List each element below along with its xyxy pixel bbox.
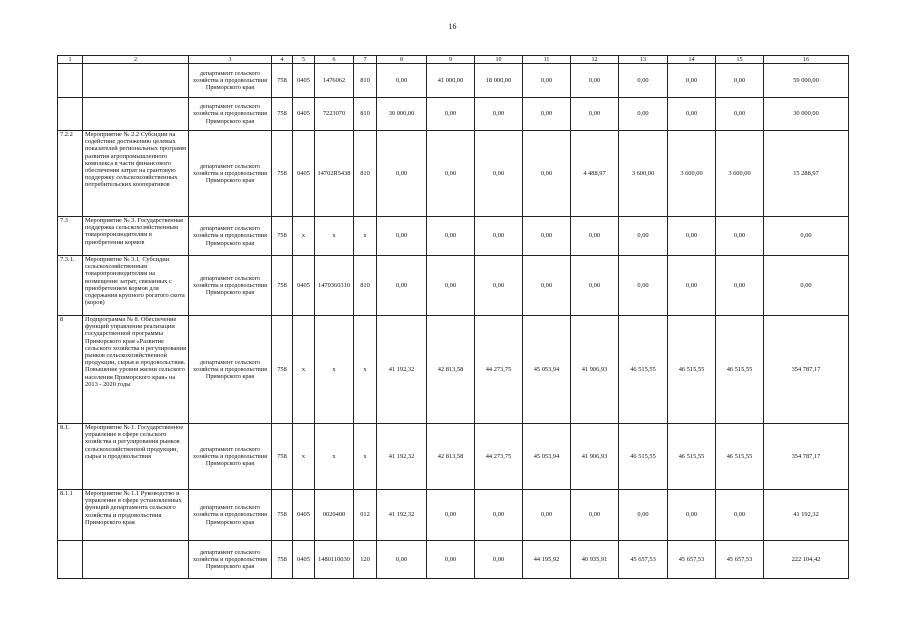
value-total: 0,00 bbox=[764, 256, 849, 316]
value-col-14: 46 515,55 bbox=[668, 316, 716, 424]
cell-rz-pr: 0405 bbox=[293, 98, 315, 131]
cell-rz-pr: 0405 bbox=[293, 541, 315, 579]
value-col-9: 41 000,00 bbox=[427, 64, 475, 98]
value-col-11: 0,00 bbox=[523, 256, 571, 316]
cell-gr: 758 bbox=[272, 217, 293, 256]
row-description bbox=[83, 64, 189, 98]
column-number-13: 13 bbox=[619, 56, 668, 64]
column-number-8: 8 bbox=[377, 56, 427, 64]
table-row bbox=[58, 316, 849, 424]
value-col-13: 46 515,55 bbox=[619, 424, 668, 490]
value-col-9: 42 813,58 bbox=[427, 316, 475, 424]
value-col-8: 0,00 bbox=[377, 541, 427, 579]
value-col-13: 3 600,00 bbox=[619, 131, 668, 217]
value-col-14: 0,00 bbox=[668, 490, 716, 541]
value-col-8: 41 192,32 bbox=[377, 490, 427, 541]
table-row bbox=[58, 424, 849, 490]
row-description bbox=[83, 541, 189, 579]
cell-vr: x bbox=[354, 217, 377, 256]
value-col-13: 45 657,53 bbox=[619, 541, 668, 579]
value-col-10: 0,00 bbox=[475, 256, 523, 316]
column-number-1: 1 bbox=[58, 56, 83, 64]
value-col-14: 46 515,55 bbox=[668, 424, 716, 490]
cell-csr: 1476062 bbox=[315, 64, 354, 98]
value-col-10: 44 273,75 bbox=[475, 424, 523, 490]
row-department: департамент сельского хозяйства и продовольствия Приморского края bbox=[189, 98, 272, 131]
value-col-14: 0,00 bbox=[668, 217, 716, 256]
cell-gr: 758 bbox=[272, 256, 293, 316]
table-row bbox=[58, 541, 849, 579]
value-col-12: 0,00 bbox=[571, 64, 619, 98]
value-col-10: 0,00 bbox=[475, 541, 523, 579]
table-row bbox=[58, 490, 849, 541]
cell-rz-pr: 0405 bbox=[293, 256, 315, 316]
cell-rz-pr: 0405 bbox=[293, 64, 315, 98]
value-col-9: 0,00 bbox=[427, 217, 475, 256]
value-col-14: 0,00 bbox=[668, 98, 716, 131]
value-total: 15 288,97 bbox=[764, 131, 849, 217]
column-number-16: 16 bbox=[764, 56, 849, 64]
column-number-2: 2 bbox=[83, 56, 189, 64]
value-total: 30 000,00 bbox=[764, 98, 849, 131]
value-col-8: 41 192,32 bbox=[377, 316, 427, 424]
value-col-15: 46 515,55 bbox=[716, 424, 764, 490]
value-col-14: 0,00 bbox=[668, 256, 716, 316]
column-number-7: 7 bbox=[354, 56, 377, 64]
table-body bbox=[58, 56, 849, 579]
row-department: департамент сельского хозяйства и продовольствия Приморского края bbox=[189, 541, 272, 579]
value-col-10: 0,00 bbox=[475, 98, 523, 131]
cell-gr: 758 bbox=[272, 64, 293, 98]
value-col-14: 0,00 bbox=[668, 64, 716, 98]
column-number-6: 6 bbox=[315, 56, 354, 64]
row-description: Мероприятие № 3. Государственная поддержка сельскохозяйственным товаропроизводителям в приобретении кормов bbox=[83, 217, 189, 256]
value-total: 0,00 bbox=[764, 217, 849, 256]
column-number-10: 10 bbox=[475, 56, 523, 64]
cell-gr: 758 bbox=[272, 131, 293, 217]
value-col-12: 40 935,91 bbox=[571, 541, 619, 579]
column-number-15: 15 bbox=[716, 56, 764, 64]
value-col-9: 0,00 bbox=[427, 256, 475, 316]
row-department: департамент сельского хозяйства и продовольствия Приморского края bbox=[189, 217, 272, 256]
value-col-12: 0,00 bbox=[571, 490, 619, 541]
value-total: 354 787,17 bbox=[764, 316, 849, 424]
value-col-14: 3 600,00 bbox=[668, 131, 716, 217]
cell-gr: 758 bbox=[272, 541, 293, 579]
value-col-15: 3 600,00 bbox=[716, 131, 764, 217]
value-col-8: 0,00 bbox=[377, 131, 427, 217]
cell-rz-pr: x bbox=[293, 316, 315, 424]
cell-rz-pr: x bbox=[293, 424, 315, 490]
cell-vr: x bbox=[354, 316, 377, 424]
value-col-8: 41 192,32 bbox=[377, 424, 427, 490]
column-number-9: 9 bbox=[427, 56, 475, 64]
value-col-12: 41 906,93 bbox=[571, 316, 619, 424]
value-total: 59 000,00 bbox=[764, 64, 849, 98]
value-col-12: 0,00 bbox=[571, 98, 619, 131]
cell-csr: 14702R5438 bbox=[315, 131, 354, 217]
row-description: Подпрограмма № 8. Обеспечение функций управления реализации государственной программы Приморского края «Развитие сельского хозяйства и регулирования рынков сельскохозяйственной продукции, сырья и продовольствия. Повышение уровня жизни сельского населения Приморского края» на 2013 - 2020 годы bbox=[83, 316, 189, 424]
row-number: 8.1.1 bbox=[58, 490, 83, 541]
value-col-10: 18 000,00 bbox=[475, 64, 523, 98]
value-col-15: 0,00 bbox=[716, 490, 764, 541]
value-col-13: 0,00 bbox=[619, 256, 668, 316]
row-description bbox=[83, 98, 189, 131]
value-col-9: 42 813,58 bbox=[427, 424, 475, 490]
column-number-3: 3 bbox=[189, 56, 272, 64]
value-col-9: 0,00 bbox=[427, 541, 475, 579]
cell-rz-pr: 0405 bbox=[293, 490, 315, 541]
cell-rz-pr: x bbox=[293, 217, 315, 256]
value-col-13: 0,00 bbox=[619, 490, 668, 541]
cell-csr: x bbox=[315, 424, 354, 490]
value-col-12: 0,00 bbox=[571, 256, 619, 316]
cell-csr: 1470360310 bbox=[315, 256, 354, 316]
value-col-11: 45 053,94 bbox=[523, 316, 571, 424]
row-department: департамент сельского хозяйства и продовольствия Приморского края bbox=[189, 64, 272, 98]
value-total: 41 192,32 bbox=[764, 490, 849, 541]
row-number bbox=[58, 541, 83, 579]
row-description: Мероприятие № 1.1 Руководство и управление в сфере установленных функций департамента сельского хозяйства и продовольствия Приморского края bbox=[83, 490, 189, 541]
row-department: департамент сельского хозяйства и продовольствия Приморского края bbox=[189, 316, 272, 424]
table-row bbox=[58, 98, 849, 131]
cell-gr: 758 bbox=[272, 424, 293, 490]
value-col-10: 0,00 bbox=[475, 131, 523, 217]
value-col-15: 0,00 bbox=[716, 217, 764, 256]
value-col-14: 45 657,53 bbox=[668, 541, 716, 579]
value-col-12: 41 906,93 bbox=[571, 424, 619, 490]
row-number bbox=[58, 98, 83, 131]
value-col-8: 0,00 bbox=[377, 217, 427, 256]
column-number-12: 12 bbox=[571, 56, 619, 64]
value-col-15: 46 515,55 bbox=[716, 316, 764, 424]
value-col-9: 0,00 bbox=[427, 131, 475, 217]
page-number: 16 bbox=[448, 22, 457, 31]
value-col-13: 0,00 bbox=[619, 64, 668, 98]
value-col-10: 44 273,75 bbox=[475, 316, 523, 424]
cell-vr: 012 bbox=[354, 490, 377, 541]
column-number-row bbox=[58, 56, 849, 64]
row-description: Мероприятие № 2.2 Субсидии на содействие достижению целевых показателей региональных программ развития агропромышленного комплекса в части финансового обеспечения затрат на грантовую поддержку сельскохозяйственных потребительских кооперативов bbox=[83, 131, 189, 217]
row-department: департамент сельского хозяйства и продовольствия Приморского края bbox=[189, 424, 272, 490]
value-col-13: 0,00 bbox=[619, 98, 668, 131]
cell-vr: 810 bbox=[354, 131, 377, 217]
cell-csr: 1480110030 bbox=[315, 541, 354, 579]
row-number: 7.2.2 bbox=[58, 131, 83, 217]
table-row bbox=[58, 256, 849, 316]
value-total: 222 104,42 bbox=[764, 541, 849, 579]
value-col-10: 0,00 bbox=[475, 217, 523, 256]
table-row bbox=[58, 217, 849, 256]
row-number: 7.3.1. bbox=[58, 256, 83, 316]
cell-csr: x bbox=[315, 316, 354, 424]
row-number: 7.3 bbox=[58, 217, 83, 256]
value-col-15: 0,00 bbox=[716, 256, 764, 316]
cell-csr: 0020400 bbox=[315, 490, 354, 541]
value-col-8: 0,00 bbox=[377, 256, 427, 316]
value-col-11: 0,00 bbox=[523, 490, 571, 541]
cell-gr: 758 bbox=[272, 316, 293, 424]
value-col-13: 0,00 bbox=[619, 217, 668, 256]
value-col-12: 4 488,97 bbox=[571, 131, 619, 217]
value-col-12: 0,00 bbox=[571, 217, 619, 256]
row-department: департамент сельского хозяйства и продовольствия Приморского края bbox=[189, 131, 272, 217]
value-col-13: 46 515,55 bbox=[619, 316, 668, 424]
cell-vr: 120 bbox=[354, 541, 377, 579]
cell-csr: 7223070 bbox=[315, 98, 354, 131]
row-description: Мероприятие № 1. Государственное управление в сфере сельского хозяйства и регулирования рынков сельскохозяйственной продукции, сырья и продовольствия bbox=[83, 424, 189, 490]
value-col-10: 0,00 bbox=[475, 490, 523, 541]
value-col-11: 0,00 bbox=[523, 64, 571, 98]
value-col-9: 0,00 bbox=[427, 490, 475, 541]
row-number bbox=[58, 64, 83, 98]
value-col-8: 0,00 bbox=[377, 64, 427, 98]
cell-vr: 810 bbox=[354, 64, 377, 98]
column-number-14: 14 bbox=[668, 56, 716, 64]
column-number-5: 5 bbox=[293, 56, 315, 64]
value-col-15: 0,00 bbox=[716, 98, 764, 131]
value-col-15: 0,00 bbox=[716, 64, 764, 98]
cell-vr: 810 bbox=[354, 256, 377, 316]
row-number: 8.1. bbox=[58, 424, 83, 490]
row-department: департамент сельского хозяйства и продовольствия Приморского края bbox=[189, 256, 272, 316]
value-col-15: 45 657,53 bbox=[716, 541, 764, 579]
row-department: департамент сельского хозяйства и продовольствия Приморского края bbox=[189, 490, 272, 541]
budget-table bbox=[57, 55, 849, 579]
value-total: 354 787,17 bbox=[764, 424, 849, 490]
table-row bbox=[58, 131, 849, 217]
column-number-11: 11 bbox=[523, 56, 571, 64]
value-col-11: 0,00 bbox=[523, 131, 571, 217]
cell-csr: x bbox=[315, 217, 354, 256]
column-number-4: 4 bbox=[272, 56, 293, 64]
value-col-11: 45 053,94 bbox=[523, 424, 571, 490]
cell-gr: 758 bbox=[272, 98, 293, 131]
value-col-11: 0,00 bbox=[523, 98, 571, 131]
value-col-8: 30 000,00 bbox=[377, 98, 427, 131]
table-row bbox=[58, 64, 849, 98]
value-col-11: 0,00 bbox=[523, 217, 571, 256]
value-col-11: 44 195,92 bbox=[523, 541, 571, 579]
row-number: 8 bbox=[58, 316, 83, 424]
value-col-9: 0,00 bbox=[427, 98, 475, 131]
cell-rz-pr: 0405 bbox=[293, 131, 315, 217]
cell-vr: 810 bbox=[354, 98, 377, 131]
row-description: Мероприятие № 3.1. Субсидии сельскохозяйственным товаропроизводителям на возмещение затрат, связанных с приобретением кормов для содержания крупного рогатого скота (коров) bbox=[83, 256, 189, 316]
cell-gr: 758 bbox=[272, 490, 293, 541]
cell-vr: x bbox=[354, 424, 377, 490]
